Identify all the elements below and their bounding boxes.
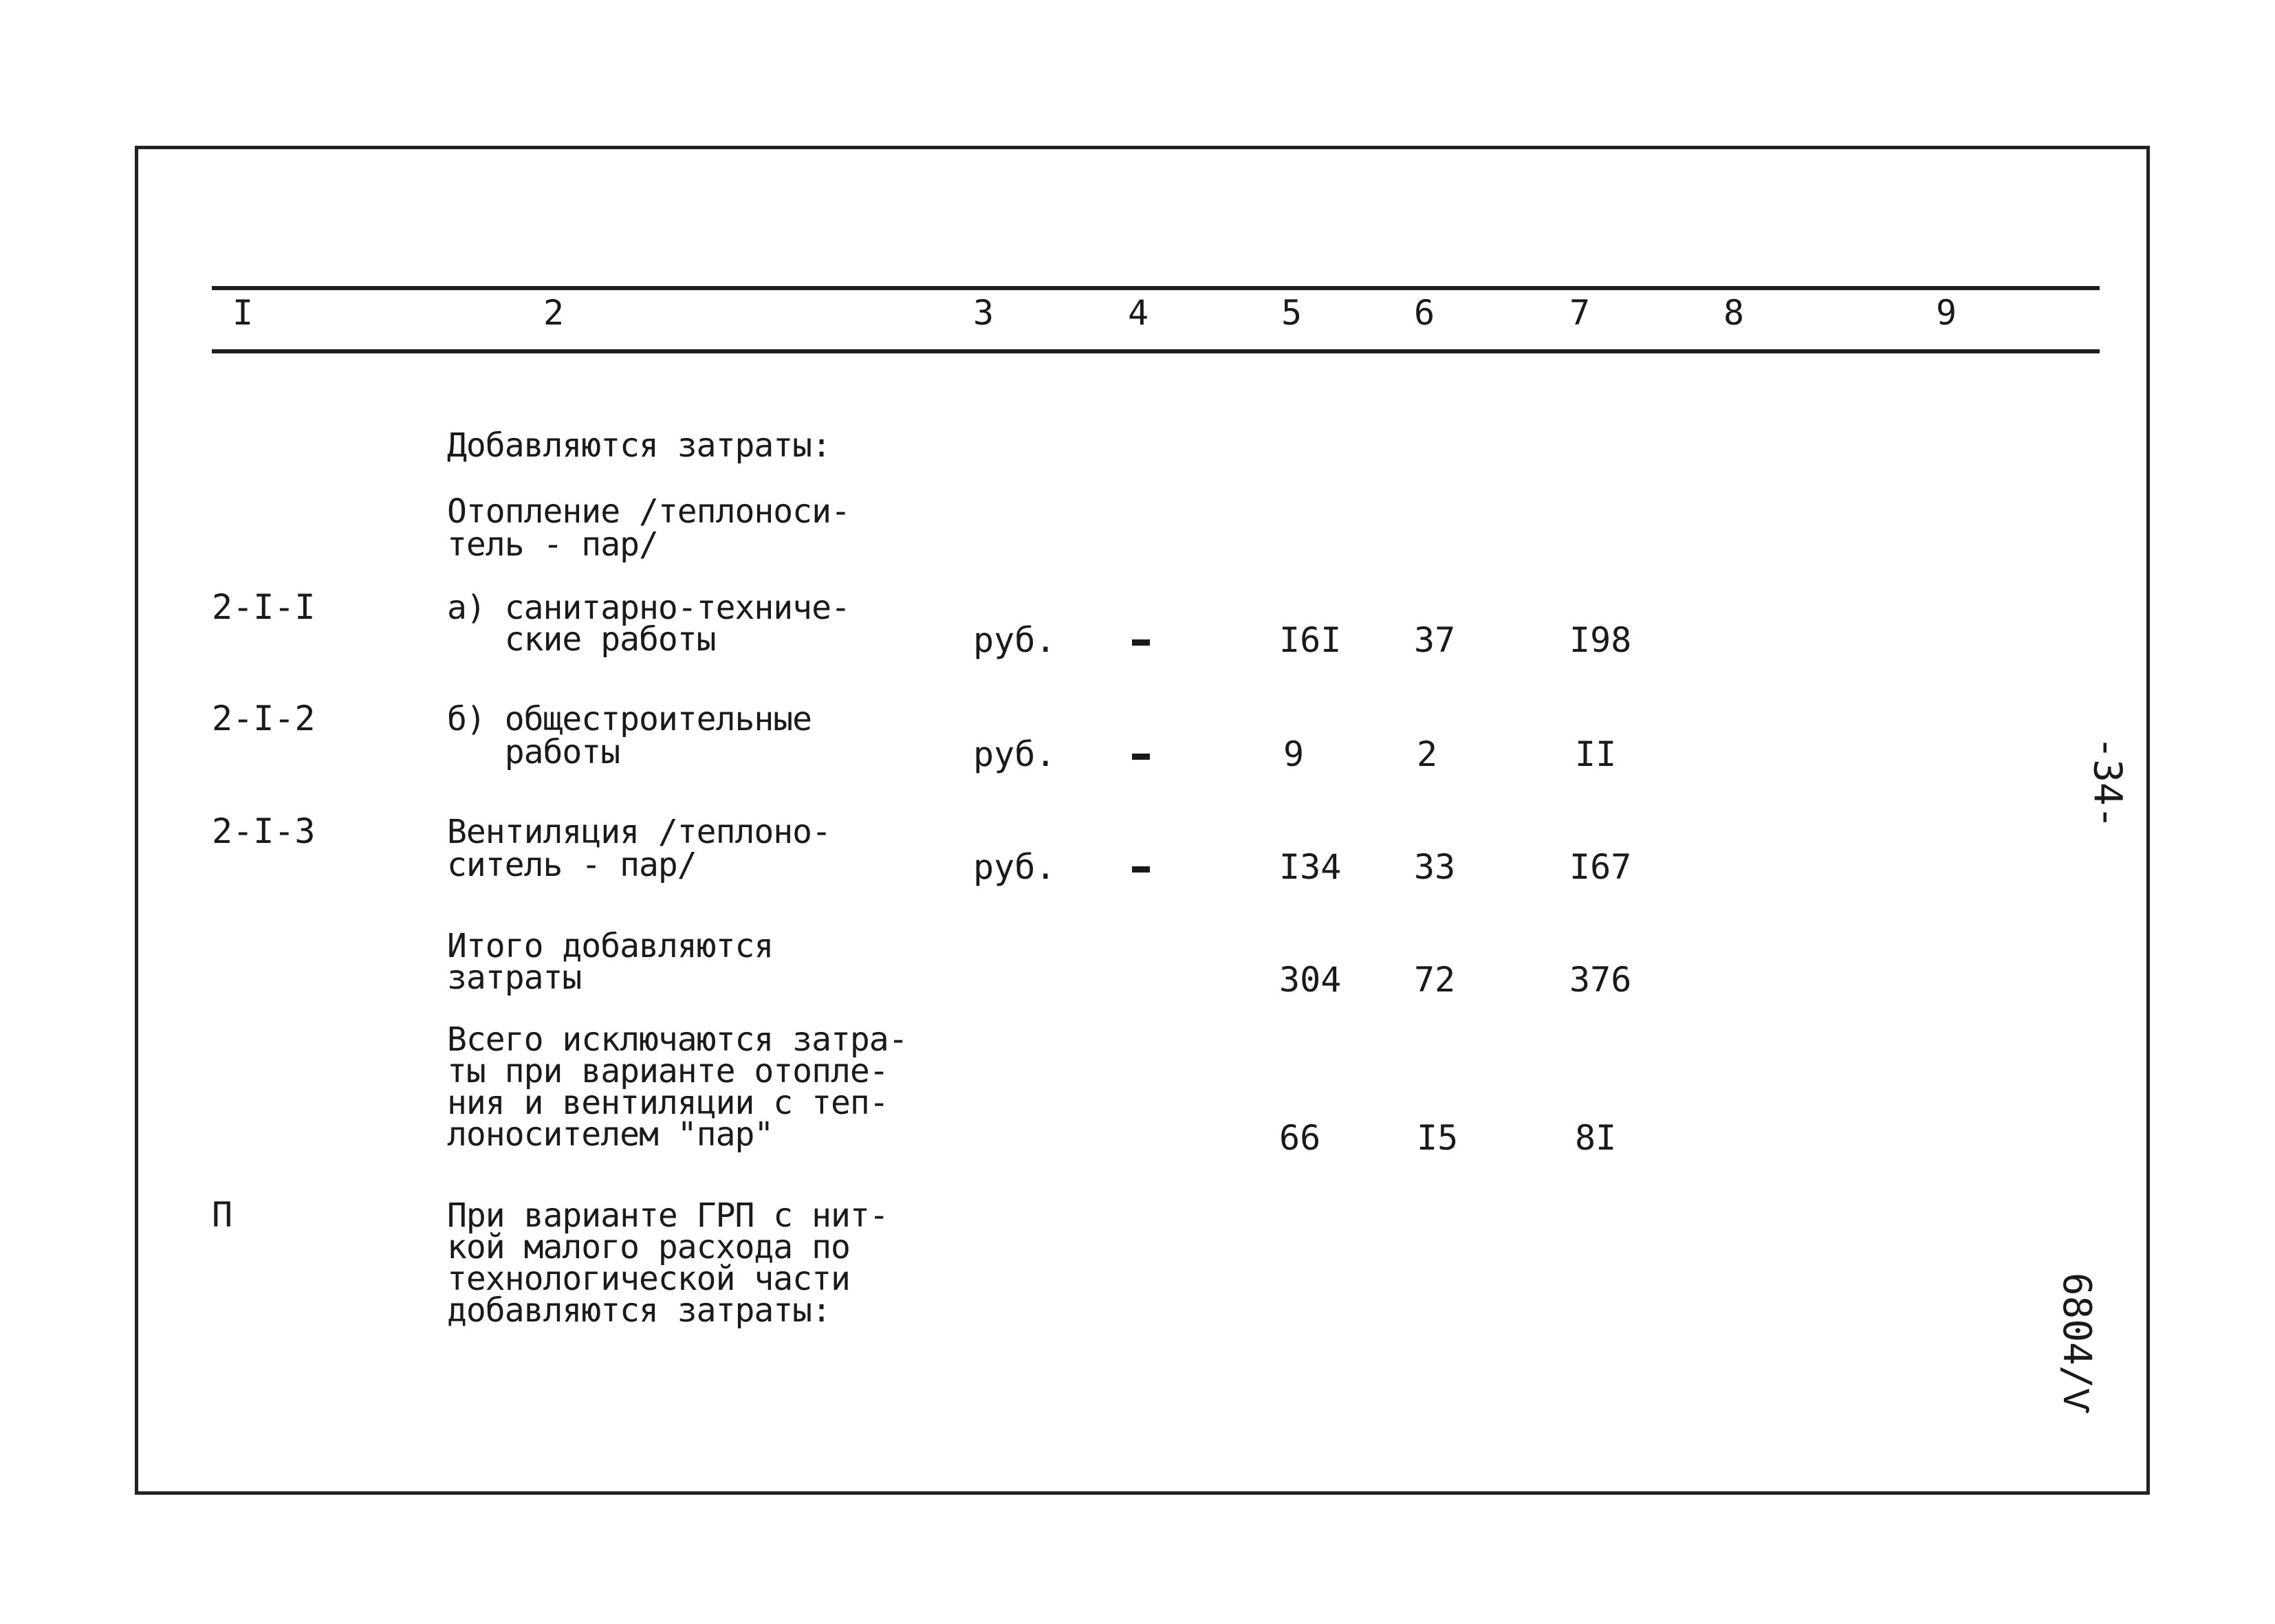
total-excl-line2: ты при варианте отопле- xyxy=(447,1052,889,1090)
row-value-col5: I6I xyxy=(1279,620,1342,660)
header-bottom-rule xyxy=(212,349,2100,353)
column-header-7: 7 xyxy=(1569,293,1591,333)
row-text-line1: б) общестроительные xyxy=(447,700,812,738)
column-header-8: 8 xyxy=(1723,293,1745,333)
total-excl-col6: I5 xyxy=(1417,1118,1459,1158)
total-add-col5: 304 xyxy=(1279,960,1342,1000)
total-excl-line4: лоносителем "пар" xyxy=(447,1115,774,1154)
row-code: 2-I-2 xyxy=(212,699,316,738)
row-value-col7: I67 xyxy=(1569,847,1632,887)
total-excl-line1: Всего исключаются затра- xyxy=(447,1020,908,1059)
row-value-col6: 2 xyxy=(1417,734,1438,774)
total-add-line1: Итого добавляются xyxy=(447,927,774,965)
row-text-line1: Вентиляция /теплоно- xyxy=(447,813,831,851)
page-frame xyxy=(135,146,2150,1495)
total-excl-line3: ния и вентиляции с теп- xyxy=(447,1084,889,1122)
heating-title-line2: тель - пар/ xyxy=(447,525,658,564)
row-code: 2-I-3 xyxy=(212,811,316,851)
row-value-col7: I98 xyxy=(1569,620,1632,660)
row-unit: руб. xyxy=(973,734,1056,774)
section2-line3: технологической части xyxy=(447,1260,850,1298)
add-costs-title: Добавляются затраты: xyxy=(447,426,831,465)
page-number: -34- xyxy=(2084,736,2130,829)
total-excl-col5: 66 xyxy=(1279,1118,1321,1158)
empty-dash xyxy=(1132,639,1150,646)
section2-line1: При варианте ГРП с нит- xyxy=(447,1196,889,1235)
column-header-5: 5 xyxy=(1281,293,1303,333)
header-top-rule xyxy=(212,286,2100,290)
total-excl-col7: 8I xyxy=(1575,1118,1617,1158)
section-code: П xyxy=(212,1195,233,1235)
column-header-1: I xyxy=(232,293,254,333)
row-text-line2: ские работы xyxy=(447,620,716,659)
document-code: 6804/Ѵ xyxy=(2054,1272,2100,1412)
column-header-2: 2 xyxy=(543,293,565,333)
row-value-col6: 33 xyxy=(1414,847,1456,887)
total-add-line2: затраты xyxy=(447,958,582,997)
section2-line2: кой малого расхода по xyxy=(447,1228,850,1266)
row-code: 2-I-I xyxy=(212,587,316,627)
row-unit: руб. xyxy=(973,620,1056,660)
column-header-3: 3 xyxy=(973,293,994,333)
column-header-4: 4 xyxy=(1128,293,1149,333)
empty-dash xyxy=(1132,754,1150,760)
row-value-col6: 37 xyxy=(1414,620,1456,660)
row-text-line2: работы xyxy=(447,733,620,771)
column-header-6: 6 xyxy=(1414,293,1435,333)
section2-line4: добавляются затраты: xyxy=(447,1291,831,1330)
row-text-line2: ситель - пар/ xyxy=(447,846,697,884)
row-text-line1: а) санитарно-техниче- xyxy=(447,589,850,627)
row-value-col5: 9 xyxy=(1283,734,1305,774)
empty-dash xyxy=(1132,866,1150,873)
row-value-col5: I34 xyxy=(1279,847,1342,887)
heating-title-line1: Отопление /теплоноси- xyxy=(447,492,850,531)
row-unit: руб. xyxy=(973,847,1056,887)
column-header-9: 9 xyxy=(1936,293,1957,333)
row-value-col7: II xyxy=(1575,734,1617,774)
total-add-col7: 376 xyxy=(1569,960,1632,1000)
total-add-col6: 72 xyxy=(1414,960,1456,1000)
